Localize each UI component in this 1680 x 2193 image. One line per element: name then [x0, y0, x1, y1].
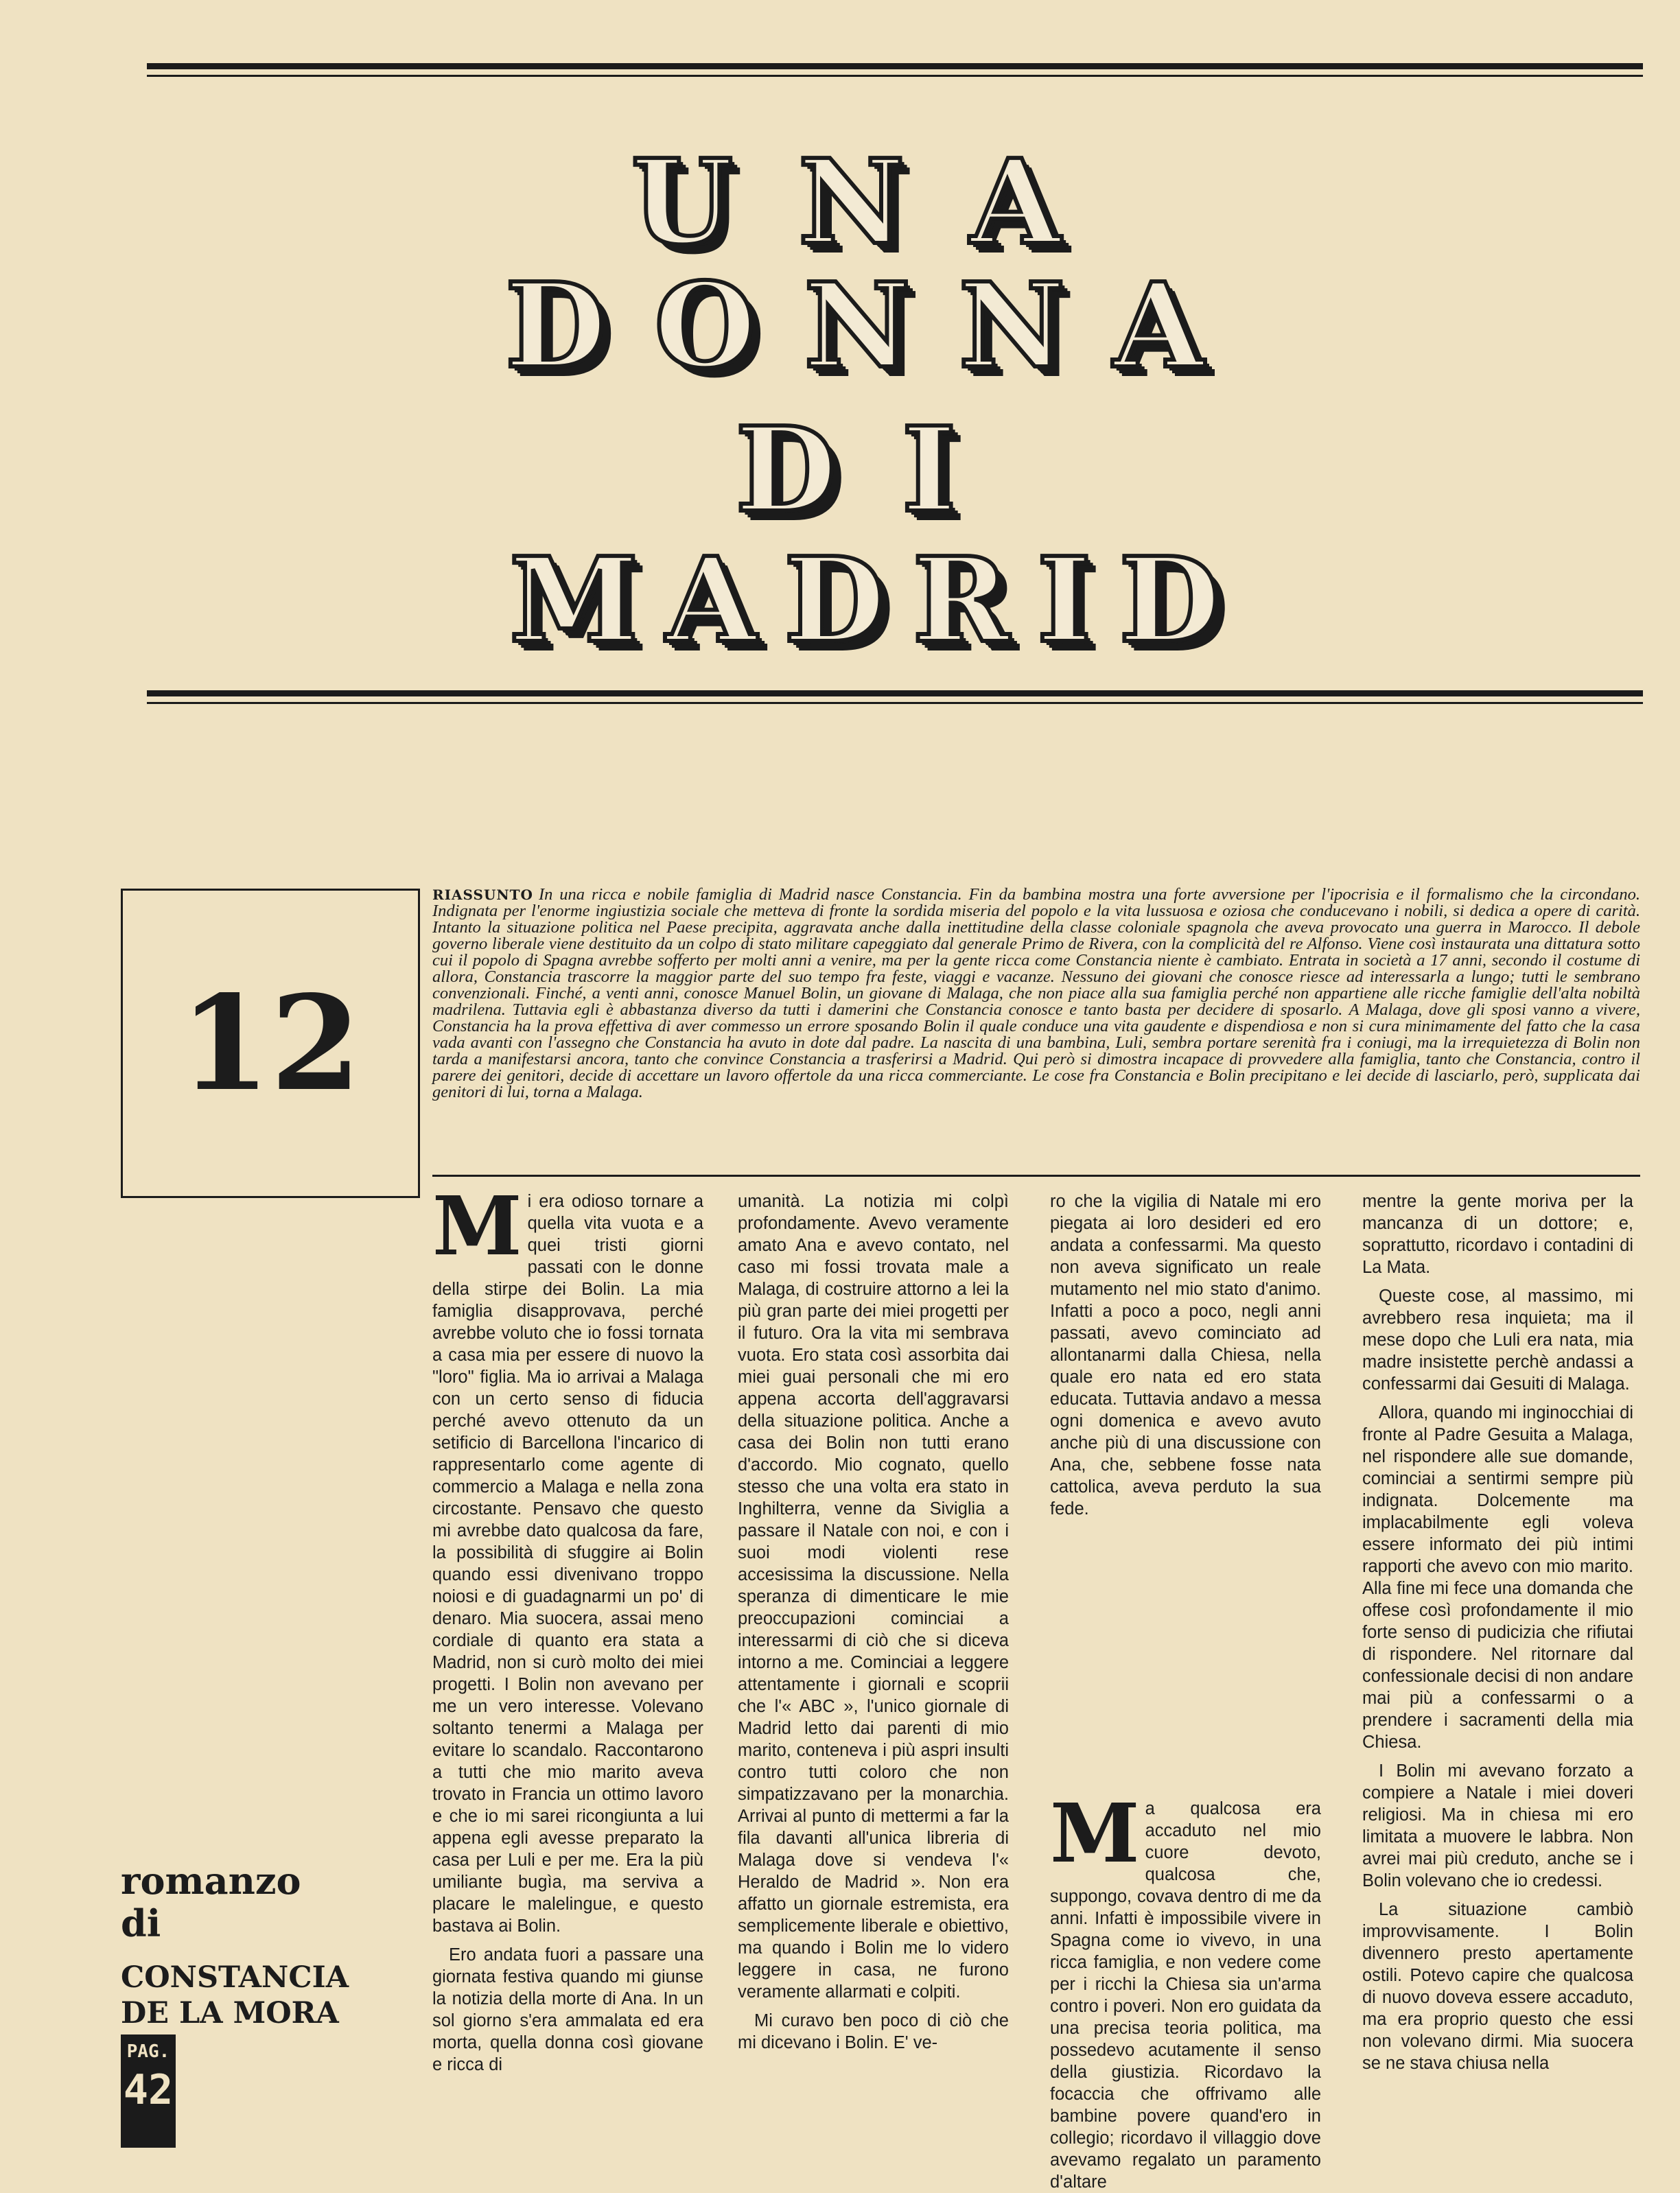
- title-line-una: UNA: [631, 134, 1126, 271]
- paragraph: I Bolin mi avevano forzato a compiere a Natale i miei doveri religiosi. Ma in chiesa mi ero limitata a muovere le labbra. Non avrei mai più creduto, anche se i Bolin volevano che io credessi.: [1362, 1761, 1633, 1890]
- author-name-line2: DE LA MORA: [121, 1996, 339, 2030]
- paragraph: Ero andata fuori a passare una giornata festiva quando mi giunse la notizia della morte di Ana. In un sol giorno s'era ammalata ed era morta, quella donna così giovane e ricca di: [432, 1945, 703, 2074]
- summary-rule: [432, 1175, 1640, 1177]
- text-column-2: [738, 1191, 1009, 2148]
- paragraph: Allora, quando mi inginocchiai di fronte al Padre Gesuita a Malaga, nel rispondere alle sue domande, cominciai a sentirmi sempre più indignata. Dolcemente ma implacabilmente egli voleva essere informato dei più intimi rapporti che avevo con mio marito. Alla fine mi fece una domanda che offese così profondamente il mio forte senso di pudicizia che rifiutai di rispondere. Nel ritornare dal confessionale decisi di non andare mai più a confessarmi o a prendere i sacramenti della mia Chiesa.: [1362, 1403, 1633, 1752]
- chapter-number: 12: [179, 967, 362, 1120]
- chapter-number-box: [121, 889, 420, 1198]
- paragraph: mentre la gente moriva per la mancanza di un dottore; e, soprattutto, ricordavo i contadini di La Mata.: [1362, 1192, 1633, 1277]
- top-rule-thin: [147, 75, 1643, 77]
- summary-text: In una ricca e nobile famiglia di Madrid nasce Constancia. Fin da bambina mostra una forte avversione per l'ipocrisia e il formalismo che la circondano. Indignata per l'enorme ingiustizia sociale che metteva di fronte la sordida miseria del popolo e la vita lussuosa e oziosa che conducevano i nobili, si dedica a opere di carità. Intanto la situazione politica nel Paese precipita, aggravata anche dalla inettitudine della classe coloniale spagnola che aveva provocato una guerra in Marocco. Il debole governo liberale viene destituito da un colpo di stato militare capeggiato dal generale Primo de Rivera, con la complicità del re Alfonso. Viene così instaurata una dittatura sotto cui il popolo di Spagna avrebbe sofferto per molti anni a venire, ma per la gente ricca come Constancia niente è cambiato. Entrata in società a 17 anni, secondo il costume di allora, Constancia trascorre la maggior parte del suo tempo fra feste, viaggi e vacanze. Nessuno dei giovani che conosce riesce ad interessarla a lungo; tutti le sembrano convenzionali. Finché, a venti anni, conosce Manuel Bolin, un giovane di Malaga, che non piace alla sua famiglia perché non appartiene alle ricche famiglie dell'alta nobiltà madrilena. Tuttavia egli è abbastanza diverso da tutti i damerini che Constancia conosce e tanto basta per decidere di sposarlo. A Malaga, dove gli sposi vanno a vivere, Constancia ha la prova effettiva di aver commesso un errore sposando Bolin il quale conduce una vita gaudente e dispendiosa e non si cura minimamente del fatto che la casa vada avanti con l'assegno che Constancia ha avuto in dote dal padre. La nascita di una bambina, Luli, sembra portare serenità fra i coniugi, ma la irrequietezza di Bolin non tarda a manifestarsi ancora, tanto che convince Constancia a trasferirsi a Madrid. Qui però si dimostra incapace di provvedere alla famiglia, tanto che Constancia, contro il parere dei genitori, decide di accettare un lavoro offertole da una ricca commerciante. Le cose fra Constancia e Bolin precipitano e lei decide di lasciarlo, però, supplicata dai genitori di lui, torna a Malaga.: [432, 885, 1640, 1101]
- paragraph: Ma qualcosa era accaduto nel mio cuore devoto, qualcosa che, suppongo, covava dentro di me da anni. Infatti è impossibile vivere in Spagna come io vivevo, in una ricca famiglia, e non vedere come per i ricchi la Chiesa sia un'arma contro i poveri. Non ero guidata da una precisa teoria politica, ma possedevo acutamente il senso della giustizia. Ricordavo la focaccia che offrivamo alle bambine povere quand'ero in collegio; ricordavo il villaggio dove avevamo regalato un paramento d'altare: [1050, 1785, 1321, 2192]
- text-column-1: [432, 1178, 703, 2148]
- drop-cap: M: [432, 1178, 522, 1274]
- paragraph: Mi era odioso tornare a quella vita vuota e a quei tristi giorni passati con le donne della stirpe dei Bolin. La mia famiglia disapprovava, perché avrebbe voluto che io fossi tornata a casa mia per essere di nuovo la "loro" figlia. Ma io arrivai a Malaga con un certo senso di fiducia perché avevo ottenuto da un setificio di Barcellona l'incarico di rappresentarlo come agente di commercio a Malaga e nella zona circostante. Pensavo che questo mi avrebbe dato qualcosa da fare, la possibilità di sfuggire ai Bolin quando essi divenivano troppo noiosi e di guadagnarmi un po' di denaro. Mia suocera, assai meno cordiale di quanto era stata a Madrid, non si curò molto dei miei progetti. I Bolin non avevano per me un vero interesse. Volevano soltanto tenermi a Malaga per evitare lo scandalo. Raccontarono a tutti che mio marito aveva trovato in Francia un ottimo lavoro e che io mi sarei ricongiunta a lui appena egli avesse preparato la casa per Luli e per me. Era la più umiliante bugìa, ma serviva a placare le malelingue, e questo bastava ai Bolin.: [432, 1178, 703, 1936]
- byline-romanzo: romanzo: [121, 1859, 301, 1903]
- paragraph: ro che la vigilia di Natale mi ero piegata ai loro desideri ed ero andata a confessarmi. Ma questo non aveva significato un reale mutamento nel mio stato d'animo. Infatti a poco a poco, negli anni passati, avevo cominciato ad allontanarmi dalla Chiesa, nella quale ero nata ed ero stata educata. Tuttavia andavo a messa ogni domenica e avevo avuto anche più di una discussione con Ana, che, sebbene fosse nata cattolica, aveva perduto la sua fede.: [1050, 1192, 1321, 1518]
- title-line-donna: DONNA: [504, 257, 1252, 395]
- drop-cap: M: [1050, 1785, 1140, 1881]
- paragraph: Mi curavo ben poco di ciò che mi dicevano i Bolin. E' ve-: [738, 2011, 1009, 2052]
- title-line-di: DI: [735, 401, 1022, 539]
- paragraph: umanità. La notizia mi colpì profondamente. Avevo veramente amato Ana e avevo contato, nel caso mi fossi trovata male a Malaga, di costruire attorno a lei la più gran parte dei miei progetti per il futuro. Ora la vita mi sembrava vuota. Ero stata così assorbita dai miei guai personali che mi ero appena accorta dell'aggravarsi della situazione politica. Anche a casa dei Bolin non tutti erano d'accordo. Mio cognato, quello stesso che una volta era stato in Inghilterra, venne da Siviglia a passare il Natale con noi, e con i suoi modi violenti rese accesissima la discussione. Nella speranza di dimenticare le mie preoccupazioni cominciai a interessarmi di ciò che si diceva intorno a me. Cominciai a leggere attentamente i giornali e scoprii che l'« ABC », l'unico giornale di Madrid letto dai parenti di mio marito, conteneva i più aspri insulti contro tutti coloro che non simpatizzavano per la monarchia. Arrivai al punto di mettermi a far la fila davanti all'unica libreria di Malaga dove si vendeva l'« Heraldo de Madrid ». Non era affatto un giornale estremista, era semplicemente liberale e obiettivo, ma quando i Bolin me lo videro leggere in casa, ne furono veramente allarmati e colpiti.: [738, 1192, 1009, 2002]
- title-bottom-rule-thin: [147, 702, 1643, 704]
- author-name-line1: CONSTANCIA: [121, 1960, 349, 1995]
- text-column-3: [1050, 1191, 1321, 2192]
- title-line-madrid: MADRID: [509, 532, 1248, 669]
- byline: [121, 1860, 409, 2031]
- paragraph: La situazione cambiò improvvisamente. I Bolin divennero presto apertamente ostili. Potevo capire che qualcosa di nuovo doveva essere accaduto, ma era proprio questo che essi non volevano dirmi. Mia suocera se ne stava chiusa nella: [1362, 1900, 1633, 2073]
- byline-di: di: [121, 1901, 161, 1945]
- page-number: 42: [123, 2066, 174, 2114]
- column-gap: [1050, 1527, 1321, 1798]
- summary: [432, 887, 1640, 1175]
- text-column-4: [1362, 1191, 1633, 2148]
- title-bottom-rule-thick: [147, 690, 1643, 696]
- paragraph: Queste cose, al massimo, mi avrebbero resa inquieta; ma il mese dopo che Luli era nata, mia madre insistette perchè andassi a confessarmi dai Gesuiti di Malaga.: [1362, 1287, 1633, 1394]
- page-label: PAG.: [126, 2041, 170, 2062]
- top-rule-thick: [147, 63, 1643, 69]
- summary-label: RIASSUNTO: [432, 887, 533, 903]
- page-number-tab: [121, 2034, 176, 2148]
